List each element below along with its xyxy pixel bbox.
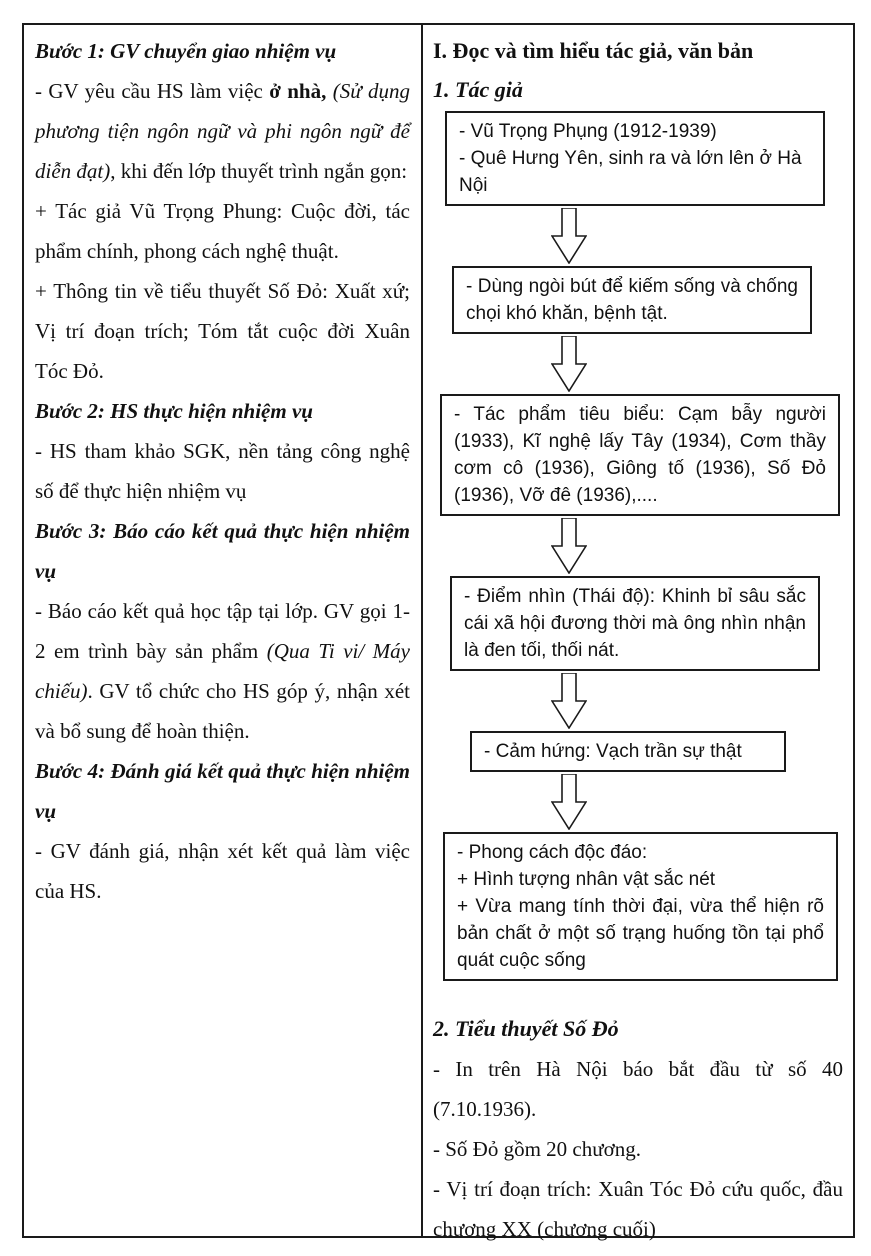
step-4-body: - GV đánh giá, nhận xét kết quả làm việc của HS. [35,839,410,903]
section-2-subtitle-novel: 2. Tiểu thuyết Số Đỏ [433,1016,619,1041]
left-column-activities [24,25,423,1236]
step-1-body: - GV yêu cầu HS làm việc ở nhà, (Sử dụng phương tiện ngôn ngữ và phi ngôn ngữ để diễn đạt), khi đến lớp thuyết trình ngắn gọn: [35,79,411,183]
down-arrow-icon [551,208,587,264]
flowchart-box-line: - Quê Hưng Yên, sinh ra và lớn lên ở Hà Nội [459,148,802,196]
step-2-body: - HS tham khảo SGK, nền tảng công nghệ số để thực hiện nhiệm vụ [35,439,410,503]
section-1-subtitle-author: 1. Tác giả [433,77,523,102]
step-1-heading: Bước 1: GV chuyển giao nhiệm vụ [35,39,337,63]
flowchart-box-line: - Vũ Trọng Phụng (1912-1939) [459,121,717,142]
novel-publication-info: - In trên Hà Nội báo bắt đầu từ số 40 (7.10.1936). [433,1057,843,1121]
down-arrow-icon [551,518,587,574]
step-4-heading: Bước 4: Đánh giá kết quả thực hiện nhiệm vụ [35,759,410,823]
flowchart-box-line: - Điểm nhìn (Thái độ): Khinh bỉ sâu sắc cái xã hội đương thời mà ông nhìn nhận là đen tối, thối nát. [464,586,806,661]
excerpt-position: - Vị trí đoạn trích: Xuân Tóc Đỏ cứu quốc, đầu chương XX (chương cuối) [433,1177,843,1241]
right-column-content [423,25,853,1241]
novel-chapter-count: - Số Đỏ gồm 20 chương. [433,1137,641,1161]
down-arrow-icon [551,774,587,830]
flowchart-box-line: - Dùng ngòi bút để kiếm sống và chống chọi khó khăn, bệnh tật. [466,276,798,324]
flowchart-box-viewpoint [450,576,820,671]
flowchart-box-line: + Hình tượng nhân vật sắc nét [457,869,716,890]
flowchart-box-line: - Phong cách độc đáo: [457,842,648,863]
step-2-heading: Bước 2: HS thực hiện nhiệm vụ [35,399,313,423]
flowchart-box-line: - Cảm hứng: Vạch trần sự thật [484,741,742,762]
section-1-title: I. Đọc và tìm hiểu tác giả, văn bản [433,38,754,63]
flowchart-box-line: + Vừa mang tính thời đại, vừa thể hiện rõ bản chất ở một số trạng huống tồn tại phổ quát cuộc sống [457,896,824,971]
step-1-item-author: + Tác giả Vũ Trọng Phung: Cuộc đời, tác phẩm chính, phong cách nghệ thuật. [35,199,410,263]
step-3-heading: Bước 3: Báo cáo kết quả thực hiện nhiệm vụ [35,519,410,583]
author-flowchart [433,111,843,981]
flowchart-box-style [443,832,838,981]
flowchart-box-works [440,394,840,516]
step-3-body: - Báo cáo kết quả học tập tại lớp. GV gọi 1-2 em trình bày sản phẩm (Qua Ti vi/ Máy chiếu). GV tổ chức cho HS góp ý, nhận xét và bổ sung để hoàn thiện. [35,599,410,743]
lesson-plan-table [22,23,855,1241]
flowchart-box-career [452,266,812,334]
step-1-item-novel: + Thông tin về tiểu thuyết Số Đỏ: Xuất xứ; Vị trí đoạn trích; Tóm tắt cuộc đời Xuân Tóc Đỏ. [35,279,410,383]
flowchart-box-line: - Tác phẩm tiêu biểu: Cạm bẫy người (1933), Kĩ nghệ lấy Tây (1934), Cơm thầy cơm cô (1936), Giông tố (1936), Số Đỏ (1936), Vỡ đê (1936),.... [454,404,826,506]
down-arrow-icon [551,336,587,392]
flowchart-box-author-bio [445,111,825,206]
flowchart-box-inspiration [470,731,786,772]
down-arrow-icon [551,673,587,729]
